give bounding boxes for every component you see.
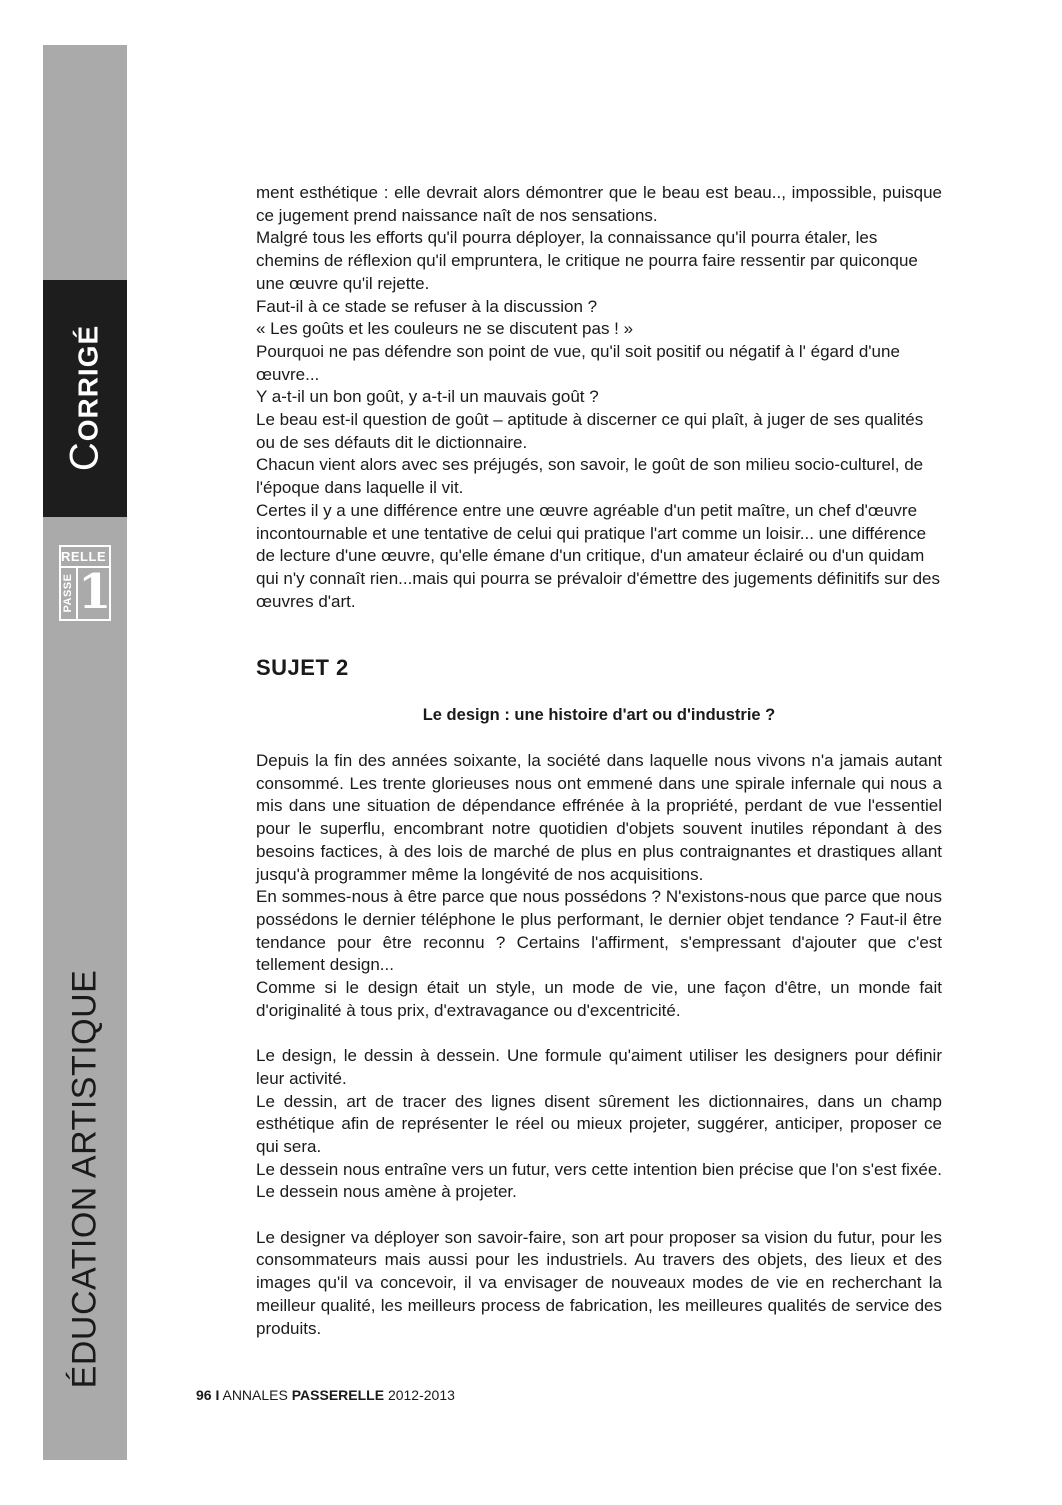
subject-label: ÉDUCATION ARTISTIQUE xyxy=(65,969,104,1389)
logo-side xyxy=(61,566,78,619)
corrige-text-part1 xyxy=(256,182,942,613)
paragraph: Pourquoi ne pas défendre son point de vue, qu'il soit positif ou négatif à l' égard d'une œuvre... xyxy=(256,341,900,384)
sujet-subtitle: Le design : une histoire d'art ou d'industrie ? xyxy=(422,706,776,724)
section-label xyxy=(63,325,108,471)
passerelle-logo xyxy=(59,545,111,621)
logo-top-text: RELLE xyxy=(61,547,109,568)
paragraph: « Les goûts et les couleurs ne se discutent pas ! » xyxy=(256,319,634,339)
footer-brand: PASSERELLE xyxy=(291,1387,385,1403)
paragraph: Depuis la fin des années soixante, la société dans laquelle nous vivons n'a jamais autant consommé. Les trente glorieuses nous ont emmené dans une spirale infernale qui nous a mis dans une situation de dépendance effrénée à la propriété, perdant de vue l'essentiel pour le superflu, encombrant notre quotidien d'objets souvent inutiles répondant à des besoins factices, à des lois de marché de plus en plus contraignantes et drastiques allant jusqu'à programmer même la longévité de nos acquisitions. xyxy=(256,751,942,884)
paragraph: Faut-il à ce stade se refuser à la discussion ? xyxy=(256,296,598,316)
logo-side-text: PASSE xyxy=(62,573,74,613)
paragraph: Le dessein nous entraîne vers un futur, vers cette intention bien précise que l'on s'est fixée. Le dessein nous amène à projeter. xyxy=(256,1159,942,1202)
footer-prefix: ANNALES xyxy=(222,1387,288,1403)
paragraph: Le design, le dessin à dessein. Une formule qu'aiment utiliser les designers pour définir leur activité. xyxy=(256,1046,942,1088)
footer-separator: I xyxy=(215,1387,220,1403)
paragraph: Chacun vient alors avec ses préjugés, son savoir, le goût de son milieu socio-culturel, de l'époque dans laquelle il vit. xyxy=(256,455,924,498)
paragraph: Le designer va déployer son savoir-faire, son art pour proposer sa vision du futur, pour les consommateurs mais aussi pour les industriels. Au travers des objets, des lieux et des images qu'il va concevoir, il va envisager de nouveaux modes de vie en recherchant la meilleur qualité, les meilleurs process de fabrication, les meilleures qualités de service des produits. xyxy=(256,1227,942,1338)
paragraph: Le dessin, art de tracer des lignes disent sûrement les dictionnaires, dans un champ esthétique afin de représenter le réel ou mieux projeter, suggérer, anticiper, proposer ce qui sera. xyxy=(256,1091,942,1156)
sujet-title: SUJET 2 xyxy=(256,655,349,680)
paragraph: Malgré tous les efforts qu'il pourra déployer, la connaissance qu'il pourra étaler, les chemins de réflexion qu'il empruntera, le critique ne pourra faire ressentir par quiconque une œuvre qu'il rejette. xyxy=(256,228,918,293)
paragraph: Comme si le design était un style, un mode de vie, une façon d'être, un monde fait d'originalité à tous prix, d'extravagance ou d'excentricité. xyxy=(256,978,942,1020)
footer-years: 2012-2013 xyxy=(387,1387,455,1403)
paragraph: En sommes-nous à être parce que nous possédons ? N'existons-nous que parce que nous possédons le dernier téléphone le plus performant, le dernier objet tendance ? Faut-il être tendance pour être reconnu ? Certains l'affirment, s'empressant d'ajouter que c'est tellement design... xyxy=(256,887,942,975)
paragraph: Le beau est-il question de goût – aptitude à discerner ce qui plaît, à juger de ses qualités ou de ses défauts dit le dictionnaire. xyxy=(256,410,924,452)
paragraph: Certes il y a une différence entre une œuvre agréable d'un petit maître, un chef d'œuvre incontournable et une tentative de celui qui pratique l'art comme un loisir... une différence de lecture d'une œuvre, qu'elle émane d'un critique, d'un amateur éclairé ou d'un quidam qui n'y connaît rien...mais qui pourra se prévaloir d'émettre des jugements définitifs sur des œuvres d'art. xyxy=(256,500,941,611)
section-label-rest: ORRIGÉ xyxy=(72,324,104,442)
page-footer xyxy=(196,1387,455,1403)
corrige-text-part2 xyxy=(256,750,942,1340)
section-label-cap: C xyxy=(62,441,107,472)
page-number: 96 xyxy=(196,1387,212,1403)
paragraph: ment esthétique : elle devrait alors démontrer que le beau est beau.., impossible, puisque ce jugement prend naissance naît de nos sensations. xyxy=(256,183,942,225)
logo-number: 1 xyxy=(78,564,112,620)
paragraph: Y a-t-il un bon goût, y a-t-il un mauvais goût ? xyxy=(256,387,599,407)
